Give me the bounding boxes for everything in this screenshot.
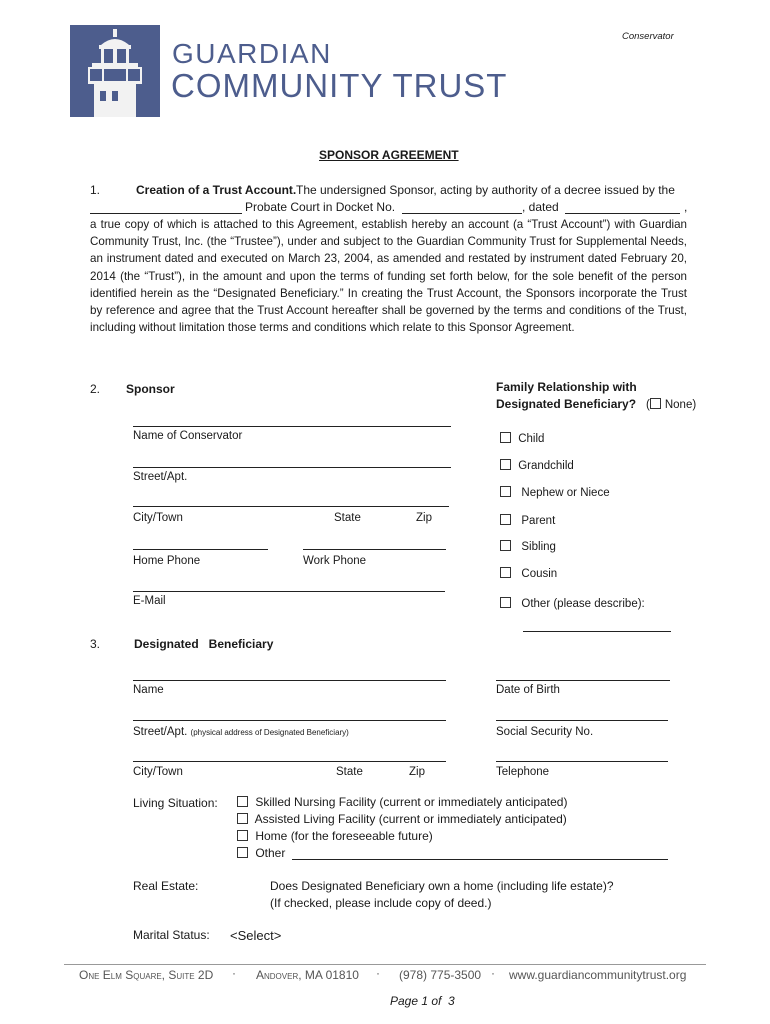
living-option-home[interactable]: Home (for the foreseeable future) <box>237 829 433 843</box>
section1-number: 1. <box>90 183 101 197</box>
sponsor-zip-label: Zip <box>416 512 432 524</box>
page-number: Page 1 of 3 <box>390 994 455 1008</box>
real-estate-label: Real Estate: <box>133 879 199 893</box>
section3-number: 3. <box>90 637 101 651</box>
real-estate-question: Does Designated Beneficiary own a home (including life estate)? <box>270 879 614 893</box>
living-other-line[interactable] <box>292 859 668 860</box>
section2-heading: Sponsor <box>126 382 175 396</box>
real-estate-note: (If checked, please include copy of deed.) <box>270 896 492 910</box>
section1-probate-text: Probate Court in Docket No. <box>245 200 396 214</box>
living-option-other[interactable]: Other <box>237 846 285 860</box>
relationship-option-child[interactable]: Child <box>500 432 544 445</box>
sponsor-street-label: Street/Apt. <box>133 471 188 483</box>
relationship-option-other[interactable]: Other (please describe): <box>500 597 645 610</box>
sponsor-email-label: E-Mail <box>133 595 166 607</box>
section1-comma: , <box>684 200 688 214</box>
footer-separator-3: · <box>491 966 495 980</box>
footer-city: Andover, MA 01810 <box>256 968 359 982</box>
marital-status-label: Marital Status: <box>133 928 210 942</box>
living-option-assisted-living[interactable]: Assisted Living Facility (current or immediately anticipated) <box>237 812 567 826</box>
footer-address: One Elm Square, Suite 2D <box>79 968 214 982</box>
section1-dated-text: , dated <box>522 200 559 214</box>
sponsor-city-label: City/Town <box>133 512 183 524</box>
section3-heading: Designated Beneficiary <box>134 637 274 651</box>
relationship-option-cousin[interactable]: Cousin <box>500 567 557 580</box>
footer-separator-2: · <box>376 966 380 980</box>
footer-separator-1: · <box>232 966 236 980</box>
beneficiary-street-label: Street/Apt. (physical address of Designated Beneficiary) <box>133 726 349 738</box>
beneficiary-telephone-label: Telephone <box>496 766 550 778</box>
beneficiary-city-label: City/Town <box>133 766 183 778</box>
beneficiary-state-label: State <box>336 766 363 778</box>
conservator-tag: Conservator <box>622 31 674 42</box>
relationship-heading-line2: Designated Beneficiary? <box>496 397 637 411</box>
section1-heading: Creation of a Trust Account. <box>136 183 297 197</box>
page-title: SPONSOR AGREEMENT <box>319 148 459 162</box>
relationship-option-nephew[interactable]: Nephew or Niece <box>500 486 610 499</box>
sponsor-name-label: Name of Conservator <box>133 430 243 442</box>
section2-number: 2. <box>90 382 101 396</box>
section1-body: a true copy of which is attached to this Agreement, establish hereby an account (a “Trust Account”) with Guardian Community Trust, Inc. (the “Trustee”), under and subject to the Guardian Community Trust for Supplemental Needs, an instrument dated and executed on March 23, 2004, as amended and restated by instrument dated February 20, 2014 (the “Trust”), in the amount and upon the terms of funding set forth below, for the sole benefit of the person identified herein as the “Designated Beneficiary.” In creating the Trust Account, the Sponsors incorporate the Trust by reference and agree that the Trust Account hereafter shall be governed by the terms and conditions of the Trust, including without limitation those terms and conditions which relate to this Sponsor Agreement. <box>90 218 687 335</box>
relationship-option-grandchild[interactable]: Grandchild <box>500 459 574 472</box>
footer-phone: (978) 775-3500 <box>399 968 482 982</box>
living-situation-label: Living Situation: <box>133 796 218 810</box>
sponsor-work-phone-label: Work Phone <box>303 555 367 567</box>
beneficiary-ssn-label: Social Security No. <box>496 726 594 738</box>
relationship-none-option[interactable]: ( None) <box>646 399 697 411</box>
section1-intro: The undersigned Sponsor, acting by authority of a decree issued by the <box>296 183 675 197</box>
living-option-skilled-nursing[interactable]: Skilled Nursing Facility (current or immediately anticipated) <box>237 795 567 809</box>
none-checkbox[interactable] <box>650 398 661 409</box>
sponsor-state-label: State <box>334 512 361 524</box>
lighthouse-logo-icon <box>70 25 160 117</box>
relationship-other-line[interactable] <box>523 631 671 632</box>
footer-website[interactable]: www.guardiancommunitytrust.org <box>509 968 687 982</box>
beneficiary-dob-label: Date of Birth <box>496 684 560 696</box>
marital-status-select[interactable]: <Select> <box>230 928 282 943</box>
logo-text-community-trust: COMMUNITY TRUST <box>171 67 508 104</box>
beneficiary-zip-label: Zip <box>409 766 425 778</box>
relationship-option-parent[interactable]: Parent <box>500 514 555 527</box>
sponsor-home-phone-label: Home Phone <box>133 555 201 567</box>
logo-text-guardian: GUARDIAN <box>172 38 332 69</box>
relationship-option-sibling[interactable]: Sibling <box>500 540 556 553</box>
beneficiary-name-label: Name <box>133 684 164 696</box>
relationship-heading-line1: Family Relationship with <box>496 380 637 394</box>
